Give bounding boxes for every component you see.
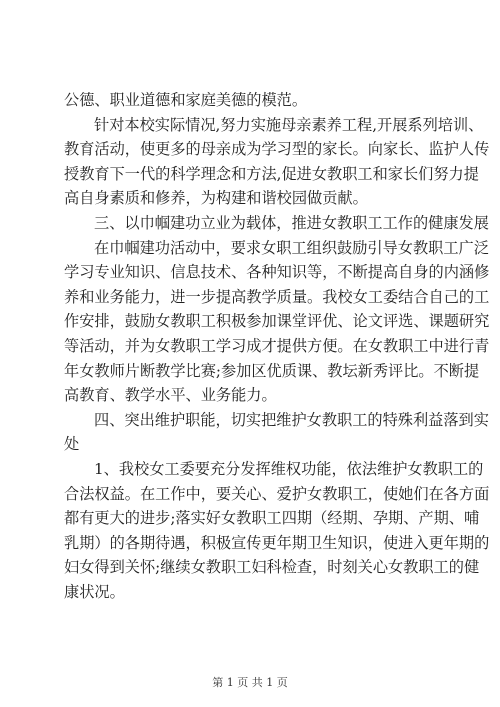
page-footer: 第 1 页 共 1 页 — [212, 676, 288, 689]
text-line: 高教育、教学水平、业务能力。 — [64, 386, 277, 405]
text-line: 乳期）的各期待遇，积极宣传更年期卫生知识，使进入更年期的 — [64, 533, 490, 552]
text-line: 等活动，并为女教职工学习成才提供方便。在女教职工中进行青 — [64, 336, 490, 355]
text-line: 处 — [64, 435, 80, 454]
text-line: 公德、职业道德和家庭美德的模范。 — [64, 91, 307, 109]
document-body — [64, 88, 490, 604]
text-line: 授教育下一代的科学理念和方法,促进女教职工和家长们努力提 — [64, 164, 479, 183]
text-line: 在巾帼建功活动中，要求女职工组织鼓励引导女教职工广泛 — [94, 238, 489, 257]
text-line: 教育活动，使更多的母亲成为学习型的家长。向家长、监护人传 — [64, 140, 490, 159]
text-line: 1、我校女工委要充分发挥维权功能，依法维护女教职工的 — [94, 459, 484, 478]
text-line: 康状况。 — [64, 582, 125, 601]
text-line: 四、突出维护职能，切实把维护女教职工的特殊利益落到实 — [94, 410, 489, 429]
text-line: 作安排，鼓励女教职工积极参加课堂评优、论文评选、课题研究 — [64, 312, 490, 331]
text-line: 合法权益。在工作中，要关心、爱护女教职工，使她们在各方面 — [64, 484, 490, 503]
text-line: 养和业务能力，进一步提高教学质量。我校女工委结合自己的工 — [64, 287, 490, 306]
text-line: 高自身素质和修养，为构建和谐校园做贡献。 — [64, 189, 368, 208]
text-line: 年女教师片断教学比赛;参加区优质课、教坛新秀评比。不断提 — [64, 361, 480, 380]
text-line: 三、以巾帼建功立业为载体，推进女教职工工作的健康发展 — [94, 213, 489, 232]
text-line: 学习专业知识、信息技术、各种知识等，不断提高自身的内涵修 — [64, 263, 490, 282]
text-line: 都有更大的进步;落实好女教职工四期（经期、孕期、产期、哺 — [64, 509, 480, 528]
text-line: 妇女得到关怀;继续女教职工妇科检查，时刻关心女教职工的健 — [64, 558, 480, 577]
text-line: 针对本校实际情况,努力实施母亲素养工程,开展系列培训、 — [94, 115, 484, 134]
